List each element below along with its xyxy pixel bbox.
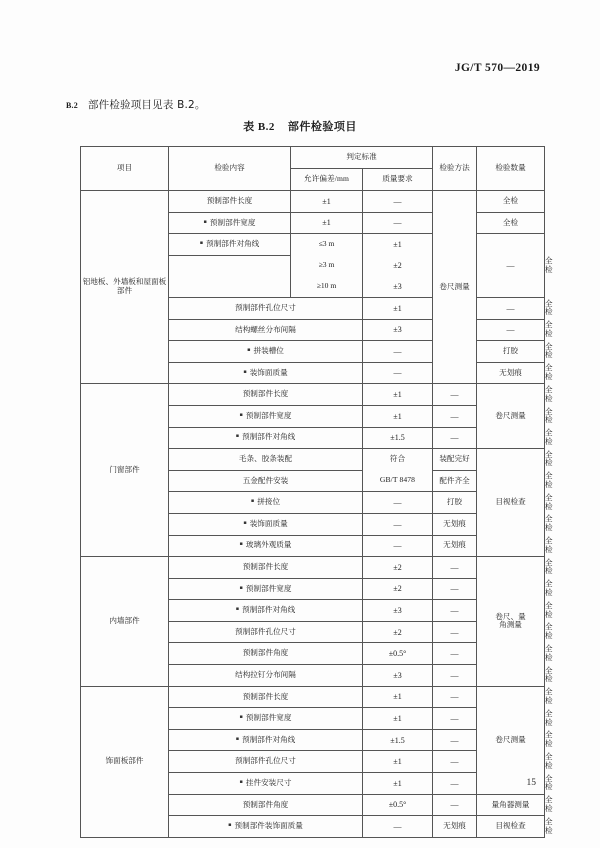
section-label-4: 饰面板部件 [81,686,169,837]
table-row: ▪ 预制部件对角线 ±1.5 — 全检 [81,427,545,449]
quality-value: 打胶 [433,492,477,514]
clause-number: B.2 [66,101,78,110]
table-row: ▪ 预制部件宽度 ±1 — 全检 [81,708,545,730]
inspection-content: 结构螺丝分布间隔 [169,319,363,341]
inspection-method: 目视检查 [477,449,545,557]
method-line-1: 卷尺、量 [495,611,526,621]
quality-value: 无划痕 [433,513,477,535]
inspection-content: ▪ 装饰面质量 [169,362,363,384]
inspection-content: ▪ 预制部件对角线 [169,234,291,256]
table-row: ▪ 预制部件宽度 ±2 — 全检 [81,578,545,600]
col-header-content: 检验内容 [169,147,291,191]
tolerance-value: ±1.5 [363,729,433,751]
method-line-2: 角测量 [499,620,522,630]
table-row: 饰面板部件 预制部件长度 ±1 — 卷尺测量 全检 [81,686,545,708]
table-row: 预制部件角度 ±0.5° — 全检 [81,643,545,665]
inspection-method [477,557,545,687]
quality-value: — [433,708,477,730]
quality-value: — [363,191,433,213]
quality-value: — [477,234,545,298]
quality-value: 装配完好 [433,449,477,471]
inspection-content: ▪ 预制部件对角线 [169,427,363,449]
tolerance-value: ±2 [363,578,433,600]
inspection-content: 毛条、胶条装配 [169,449,363,471]
table-row: ▪ 预制部件对角线 ±3 — 全检 [81,600,545,622]
tolerance-value: ±1 [363,708,433,730]
inspection-content: ▪ 预制部件宽度 [169,708,363,730]
clause-b2 [66,97,206,112]
quality-value: — [433,773,477,795]
quality-value: 打胶 [477,341,545,363]
quality-value: — [477,319,545,341]
tolerance-value: — [363,492,433,514]
tolerance-value: ±1 [363,405,433,427]
inspection-content: ▪ 预制部件宽度 [169,578,363,600]
inspection-method: 卷尺测量 [477,686,545,794]
inspection-content: ▪ 拼装槽位 [169,341,363,363]
quality-value: — [433,600,477,622]
quality-value: — [433,405,477,427]
section-label-3: 内墙部件 [81,557,169,687]
tolerance-value: ±3 [363,319,433,341]
table-row: ▪ 玻璃外观质量 — 无划痕 全检 [81,535,545,557]
col-header-criteria: 判定标准 [291,147,433,169]
quality-value: — [363,212,433,234]
inspection-content: ▪ 玻璃外观质量 [169,535,363,557]
table-row: 内墙部件 预制部件长度 ±2 — 卷尺、量 角测量 全检 [81,557,545,579]
quality-value: 配件齐全 [433,470,477,492]
table-row: ▪ 装饰面质量 — 无划痕 全检 [81,513,545,535]
tolerance-value: ±2 [363,557,433,579]
inspection-content: 预制部件孔位尺寸 [169,297,363,319]
quality-value: — [433,384,477,406]
inspection-content: ▪ 预制部件装饰面质量 [169,816,363,838]
table-caption [0,118,600,134]
tolerance-value: ±1 [363,384,433,406]
inspection-content: 预制部件角度 [169,794,363,816]
inspection-quantity: 全检 [477,212,545,234]
inspection-content: 预制部件长度 [169,557,363,579]
inspection-content: ▪ 预制部件对角线 [169,600,363,622]
inspection-content: 预制部件孔位尺寸 [169,621,363,643]
tolerance-value: — [363,513,433,535]
quality-value: — [433,621,477,643]
table-row: ▪ 预制部件对角线 ≤3 m ±1 — 全检 [81,234,545,256]
tolerance-value: ±3 [363,276,433,297]
section-label-1: 铝地板、外墙板和屋面板部件 [81,191,169,384]
inspection-content: 预制部件长度 [169,686,363,708]
table-row: ▪ 挂件安装尺寸 ±1 — 全检 [81,773,545,795]
quality-value: 无划痕 [433,816,477,838]
col-header-method-text: 检验方法 [439,163,470,173]
tolerance-value: 符合 [363,449,433,471]
inspection-content: 预制部件孔位尺寸 [169,751,363,773]
col-header-method [433,147,477,191]
tolerance-value: ±3 [363,600,433,622]
table-row: ▪ 拼装槽位 — 打胶 全检 [81,341,545,363]
col-header-quality: 质量要求 [363,169,433,191]
tolerance-value: — [363,816,433,838]
inspection-method: 卷尺测量 [477,384,545,449]
tolerance-value: ±3 [363,665,433,687]
quality-value: — [433,729,477,751]
table-row: ▪ 装饰面质量 — 无划痕 全检 [81,362,545,384]
document-standard-code: JG/T 570—2019 [454,62,540,74]
tolerance-value: — [363,362,433,384]
quality-value: — [433,686,477,708]
quality-value: — [433,665,477,687]
section-label-2: 门窗部件 [81,384,169,557]
table-row: 结构螺丝分布间隔 ±3 — 全检 [81,319,545,341]
inspection-content: 预制部件长度 [169,191,291,213]
inspection-content-continuation [169,255,291,276]
tolerance-value: ±1 [363,751,433,773]
quality-value: 无划痕 [477,362,545,384]
table-row: ▪ 预制部件装饰面质量 — 无划痕 目视检查 全检 [81,816,545,838]
table-row: 结构拉钉分布间隔 ±3 — 全检 [81,665,545,687]
table-row: ▪ 预制部件宽度 ±1 — 全检 [81,405,545,427]
quality-value: — [477,297,545,319]
tolerance-value: ±1 [363,297,433,319]
inspection-method: 目视检查 [477,816,545,838]
inspection-content: 结构拉钉分布间隔 [169,665,363,687]
table-caption-prefix: 表 B.2 [243,121,275,133]
quality-value: — [433,578,477,600]
table-row: 预制部件角度 ±0.5° — 量角器测量 全检 [81,794,545,816]
tolerance-value: ±1 [363,773,433,795]
tolerance-value: ±1.5 [363,427,433,449]
inspection-content: ▪ 挂件安装尺寸 [169,773,363,795]
inspection-method: 卷尺测量 [433,191,477,384]
inspection-content: ▪ 预制部件对角线 [169,729,363,751]
tolerance-value: — [363,535,433,557]
clause-text: 部件检验项目见表 B.2。 [87,99,206,111]
tolerance-value: ±0.5° [363,794,433,816]
diagonal-condition: ≥3 m [291,255,363,276]
table-row: 预制部件孔位尺寸 ±1 — 全检 [81,751,545,773]
inspection-content: ▪ 装饰面质量 [169,513,363,535]
inspection-content: 五金配件安装 [169,470,363,492]
quality-value: 无划痕 [433,535,477,557]
table-row: ▪ 预制部件对角线 ±1.5 — 全检 [81,729,545,751]
diagonal-condition: ≤3 m [291,234,363,256]
table-row: 五金配件安装 GB/T 8478 配件齐全 全检 [81,470,545,492]
quality-value: — [433,794,477,816]
table-row: ▪ 拼接位 — 打胶 全检 [81,492,545,514]
diagonal-condition: ≥10 m [291,276,363,297]
inspection-quantity: 全检 [477,191,545,213]
col-header-quantity: 检验数量 [477,147,545,191]
inspection-content: 预制部件长度 [169,384,363,406]
component-inspection-table [80,146,553,838]
col-header-tolerance: 允许偏差/mm [291,169,363,191]
page-number: 15 [526,778,536,788]
inspection-content: ▪ 预制部件宽度 [169,212,291,234]
tolerance-value: ±2 [363,255,433,276]
inspection-content: ▪ 预制部件宽度 [169,405,363,427]
tolerance-value: ±2 [363,621,433,643]
table-row: 预制部件孔位尺寸 ±2 — 全检 [81,621,545,643]
quality-value: — [433,643,477,665]
tolerance-value: ±0.5° [363,643,433,665]
col-header-item: 项目 [81,147,169,191]
quality-value: — [433,427,477,449]
table-header-row-1 [81,147,545,169]
tolerance-value: ±1 [363,686,433,708]
inspection-content: ▪ 拼接位 [169,492,363,514]
quality-value: — [433,557,477,579]
tolerance-value: GB/T 8478 [363,470,433,492]
table-row: 预制部件孔位尺寸 ±1 — 全检 [81,297,545,319]
inspection-content: 预制部件角度 [169,643,363,665]
table-caption-title: 部件检验项目 [287,120,357,133]
tolerance-value: ±1 [291,191,363,213]
quality-value: — [433,751,477,773]
inspection-content-continuation [169,276,291,297]
table-row: 毛条、胶条装配 符合 装配完好 目视检查 全检 [81,449,545,471]
tolerance-value: ±1 [363,234,433,256]
tolerance-value: ±1 [291,212,363,234]
tolerance-value: — [363,341,433,363]
table-row: 门窗部件 预制部件长度 ±1 — 卷尺测量 全检 [81,384,545,406]
table-row [81,191,545,213]
inspection-method: 量角器测量 [477,794,545,816]
